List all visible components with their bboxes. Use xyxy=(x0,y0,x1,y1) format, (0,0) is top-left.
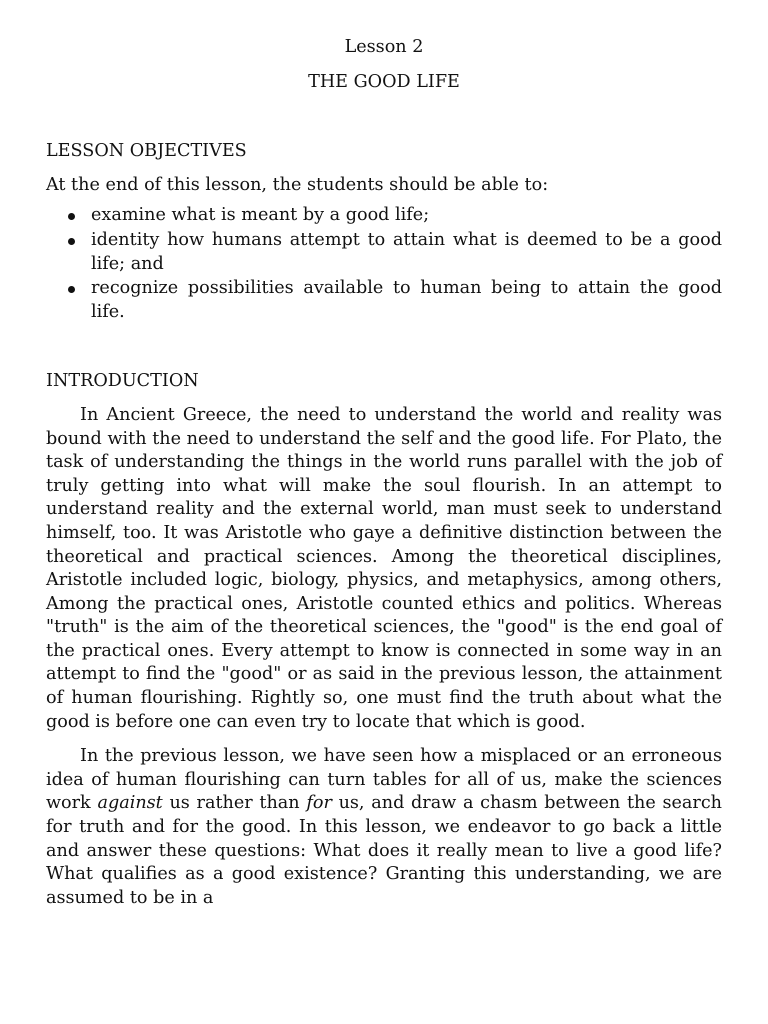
objective-text: identity how humans attempt to attain what is deemed to be a good life; and xyxy=(91,229,722,274)
paragraph-2-emphasis-for: for xyxy=(306,793,332,814)
objective-text: recognize possibilities available to human being to attain the good life. xyxy=(91,278,722,322)
paragraph-2-emphasis-against: against xyxy=(97,793,163,814)
bullet-icon xyxy=(68,238,75,245)
lesson-title: THE GOOD LIFE xyxy=(308,71,460,92)
objective-item xyxy=(46,229,722,276)
document-page xyxy=(46,36,722,910)
paragraph-2-text: In the previous lesson, we have seen how a misplaced or an erroneous idea of human flourishing can turn tables for all of us, make the sciences work xyxy=(46,746,722,814)
objectives-list xyxy=(46,204,722,324)
paragraph-2-text: us, and draw a chasm between the search for truth and for the good. In this lesson, we endeavor to go back a little and answer these questions: What does it really mean to live a good life? What qualifies as a good existence? Granting this understanding, we are assumed to be in a xyxy=(46,793,723,908)
introduction-paragraph-1: In Ancient Greece, the need to understand the world and reality was bound with the need to understand the self and the good life. For Plato, the task of understanding the things in the world runs parallel with the job of truly getting into what will make the soul flourish. In an attempt to understand reality and the external world, man must seek to understand himself, too. It was Aristotle who gaye a definitive distinction between the theoretical and practical sciences. Among the theoretical disciplines, Aristotle included logic, biology, physics, and metaphysics, among others, Among the practical ones, Aristotle counted ethics and politics. Whereas "truth" is the aim of the theoretical sciences, the "good" is the end goal of the practical ones. Every attempt to know is connected in some way in an attempt to find the "good" or as said in the previous lesson, the attainment of human flourishing. Rightly so, one must find the truth about what the good is before one can even try to locate that which is good. xyxy=(46,404,722,732)
objective-item xyxy=(46,204,722,228)
lesson-number: Lesson 2 xyxy=(344,37,424,57)
objective-text: examine what is meant by a good life; xyxy=(91,205,430,226)
paragraph-2-text: us rather than xyxy=(162,793,307,814)
objectives-heading: LESSON OBJECTIVES xyxy=(46,141,247,162)
introduction-heading: INTRODUCTION xyxy=(46,371,199,392)
objectives-lead: At the end of this lesson, the students should be able to: xyxy=(46,174,549,195)
introduction-paragraph-2 xyxy=(46,745,722,910)
bullet-icon xyxy=(68,286,75,293)
objective-item xyxy=(46,277,722,324)
bullet-icon xyxy=(68,213,75,220)
